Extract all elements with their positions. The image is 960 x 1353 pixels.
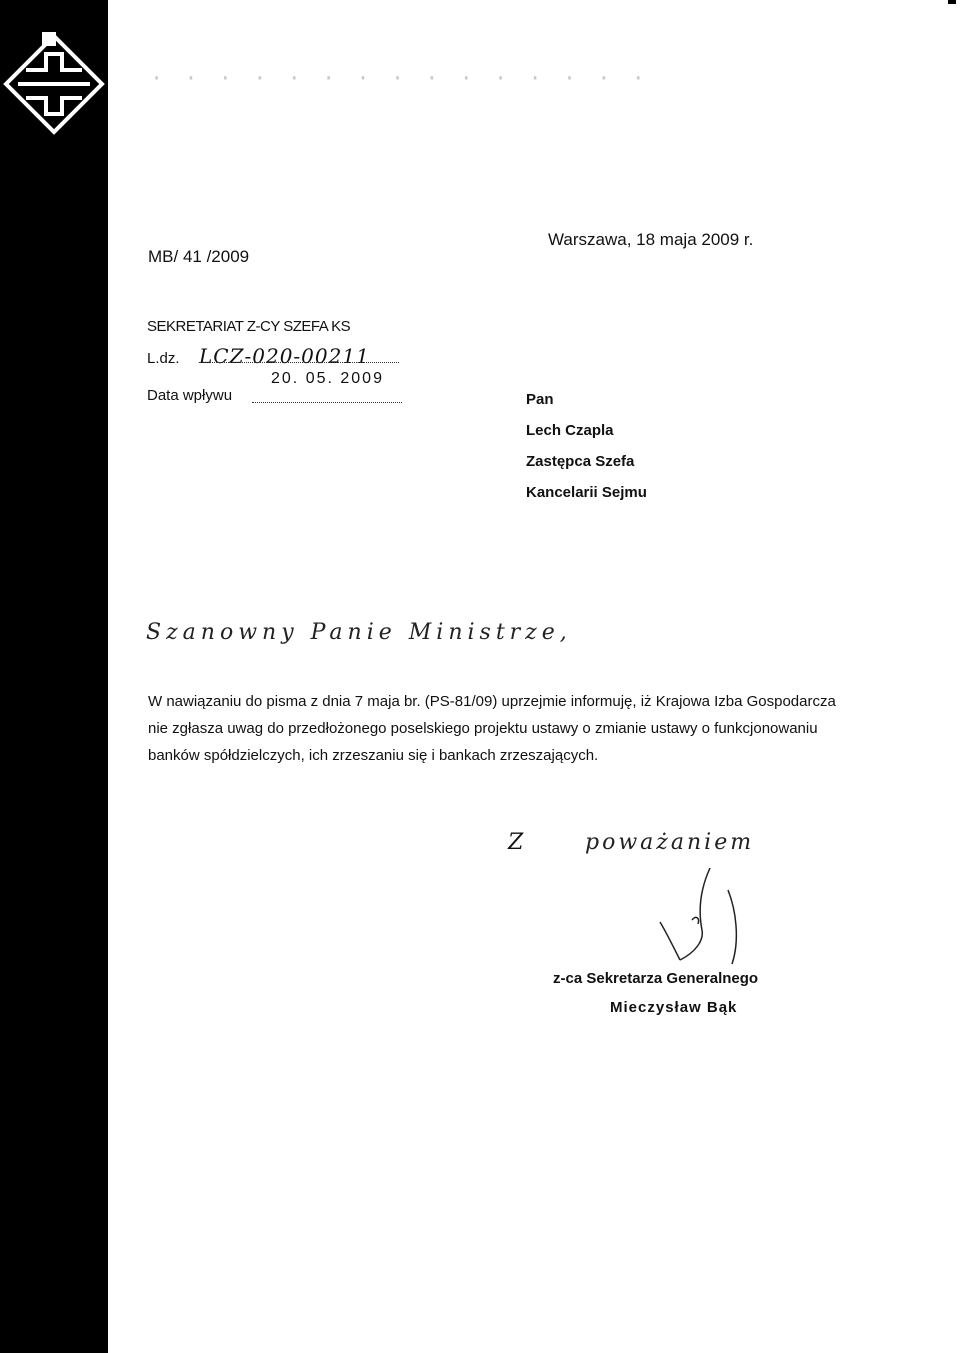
letterhead-sidebar — [0, 0, 108, 1353]
reference-number: MB/ 41 /2009 — [148, 247, 250, 266]
handwritten-closing-prefix: Z — [508, 830, 524, 855]
stamp-ldz-value: LCZ-020-00211 — [199, 344, 370, 368]
signature-title: z-ca Sekretarza Generalnego — [553, 970, 759, 987]
handwritten-salutation: Szanowny Panie Ministrze, — [146, 620, 572, 645]
addressee-line: Pan — [526, 391, 554, 408]
stamp-ldz-label: L.dz. — [147, 350, 180, 367]
signature-name: Mieczysław Bąk — [610, 999, 738, 1016]
header-watermark: · · · · · · · · · · · · · · · — [150, 66, 649, 91]
letter-body: W nawiązaniu do pisma z dnia 7 maja br. (PS-81/09) uprzejmie informuję, iż Krajowa Izba Gospodarcza nie zgłasza uwag do przedłożonego poselskiego projektu ustawy o zmianie ustawy o funkcjonowaniu banków spółdzielczych, ich zrzeszaniu się i bankach zrzeszających. — [148, 693, 836, 764]
stamp-ldz-line — [199, 362, 399, 363]
signature-icon — [640, 860, 760, 970]
handwritten-closing: poważaniem — [585, 830, 755, 855]
addressee-block — [526, 384, 647, 508]
organization-logo-icon — [2, 30, 106, 140]
addressee-line: Lech Czapla — [526, 422, 614, 439]
addressee-line: Zastępca Szefa — [526, 453, 635, 470]
registry-stamp — [147, 318, 447, 418]
stamp-title: SEKRETARIAT Z-CY SZEFA KS — [147, 318, 351, 335]
stamp-date-label: Data wpływu — [147, 387, 233, 404]
corner-mark — [948, 0, 956, 4]
date-line: Warszawa, 18 maja 2009 r. — [548, 230, 754, 249]
stamp-date-line — [252, 402, 402, 403]
stamp-date-value: 20. 05. 2009 — [271, 370, 384, 387]
addressee-line: Kancelarii Sejmu — [526, 484, 647, 501]
